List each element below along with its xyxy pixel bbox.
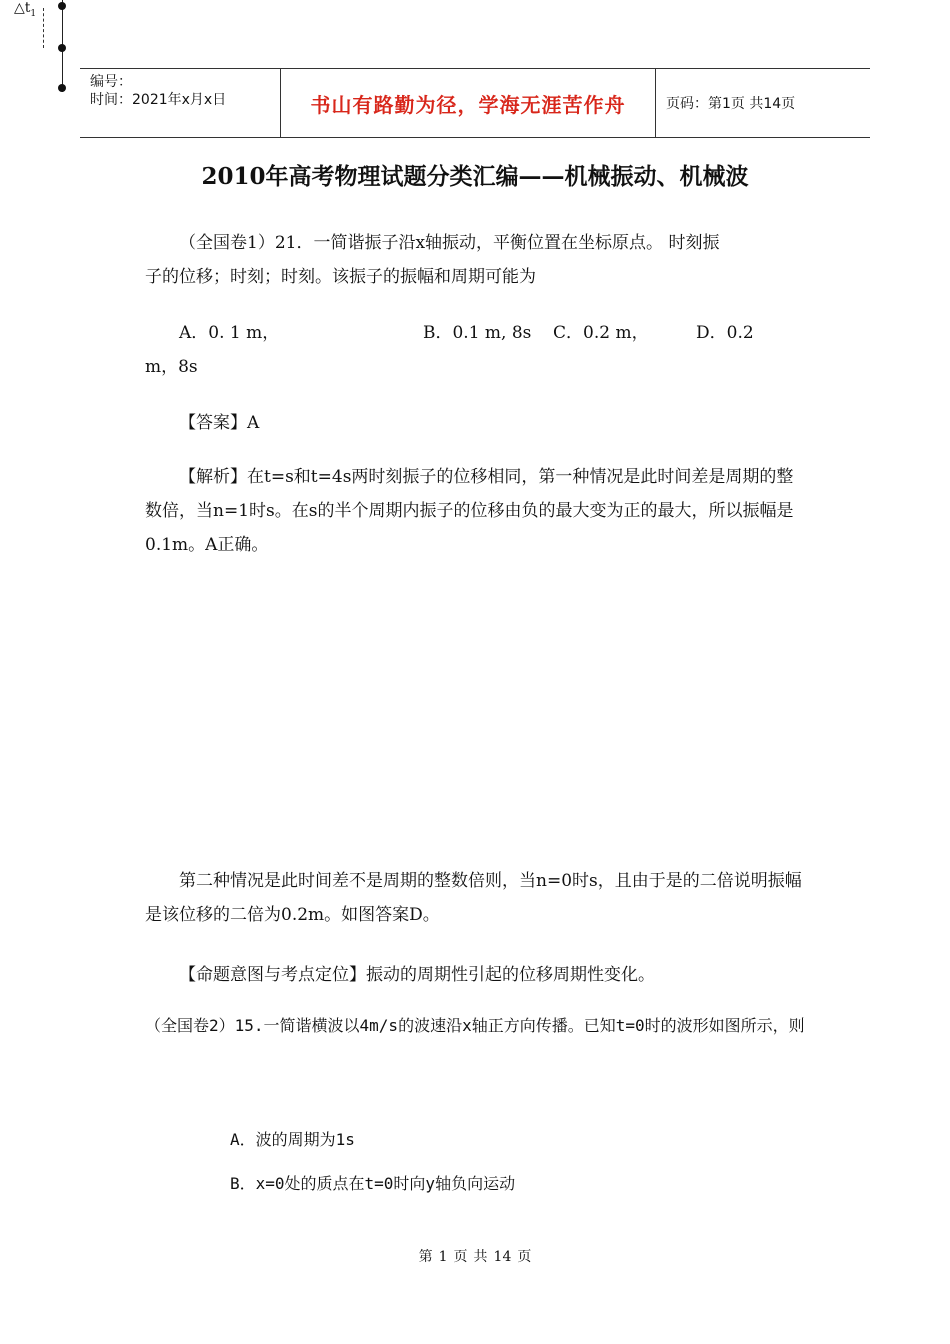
dashed-guide-line xyxy=(43,8,44,48)
document-title: 2010年高考物理试题分类汇编——机械振动、机械波 xyxy=(201,163,749,190)
header-page-info: 页码：第1页 共14页 xyxy=(666,96,796,112)
q1-stem-line1: （全国卷1）21．一简谐振子沿x轴振动，平衡位置在坐标原点。 时刻振 xyxy=(179,233,720,253)
header-meta xyxy=(80,69,280,137)
q1-stem-line2: 子的位移；时刻；时刻。该振子的振幅和周期可能为 xyxy=(145,267,536,287)
q1-analysis-p1: 【解析】在t=s和t=4s两时刻振子的位移相同，第一种情况是此时间差是周期的整数倍，当n=1时s。在s的半个周期内振子的位移由负的最大变为正的最大，所以振幅是0.1m。A正确。 xyxy=(145,467,794,555)
q1-analysis-p2: 第二种情况是此时间差不是周期的整数倍则，当n=0时s，且由于是的二倍说明振幅是该位移的二倍为0.2m。如图答案D。 xyxy=(145,871,802,925)
q1-option-d-cont: m，8s xyxy=(145,357,198,377)
q1-option-b: B．0.1 m, 8s xyxy=(423,323,532,343)
number-label: 编号： xyxy=(90,74,132,90)
q2-option-b: B．x=0处的质点在t=0时向y轴负向运动 xyxy=(230,1174,516,1193)
q2-option-a: A．波的周期为1s xyxy=(230,1130,355,1149)
q1-option-a: A．0. 1 m， xyxy=(179,323,280,343)
guide-dot xyxy=(58,44,66,52)
footer-total-pages: 14 xyxy=(493,1249,512,1265)
page-header xyxy=(80,68,870,138)
time-label: 时间：2021年x月x日 xyxy=(90,92,227,108)
q1-intent: 【命题意图与考点定位】振动的周期性引起的位移周期性变化。 xyxy=(179,965,655,985)
guide-dot xyxy=(58,84,66,92)
page-footer: 第 1 页 共 14 页 xyxy=(418,1249,532,1265)
delta-t-label: $\triangle t_1$ xyxy=(14,0,37,19)
q1-option-c: C．0.2 m， xyxy=(553,323,649,343)
header-motto-cell xyxy=(280,69,656,137)
guide-dot xyxy=(58,2,66,10)
q1-answer: 【答案】A xyxy=(179,413,260,433)
motto-text: 书山有路勤为径，学海无涯苦作舟 xyxy=(310,92,626,117)
q2-stem: （全国卷2）15.一简谐横波以4m/s的波速沿x轴正方向传播。已知t=0时的波形如图所示，则 xyxy=(145,1016,805,1035)
q1-option-d: D．0.2 xyxy=(696,323,754,343)
footer-page-number: 1 xyxy=(438,1249,448,1265)
